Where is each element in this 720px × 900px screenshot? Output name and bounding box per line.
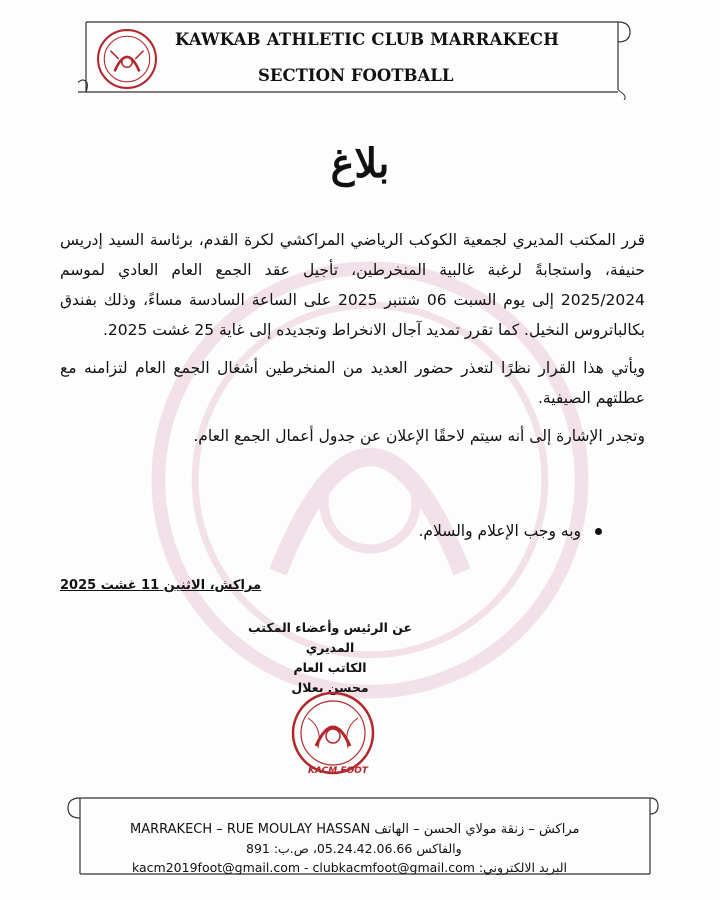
paragraph-note: وتجدر الإشارة إلى أنه سيتم لاحقًا الإعلان عن جدول أعمال الجمع العام.	[193, 427, 645, 445]
signature-title: الكاتب العام	[293, 660, 367, 675]
date-place: مراكش، الاثنين 11 غشت 2025	[60, 578, 262, 593]
header-scroll-banner	[78, 10, 638, 100]
section-name: SECTION FOOTBALL	[258, 66, 454, 85]
club-logo	[96, 28, 158, 90]
footer-email: البريد الالكتروني: kacm2019foot@gmail.com - clubkacmfoot@gmail.com	[132, 860, 567, 875]
footer-address: MARRAKECH – RUE MOULAY HASSAN مراكش – زنقة مولاي الحسن – الهاتف	[130, 822, 580, 837]
signature-block	[230, 618, 430, 698]
closing-line	[418, 522, 602, 540]
closing-text: وبه وجب الإعلام والسلام.	[418, 522, 581, 540]
footer-phone: والفاكس 05.24.42.06.66، ص.ب: 891	[246, 841, 462, 856]
page-title: بلاغ	[330, 140, 390, 187]
paragraph-decision: قرر المكتب المديري لجمعية الكوكب الرياضي المراكشي لكرة القدم، برئاسة السيد إدريس حنيفة، واستجابةً لرغبة غالبية المنخرطين، تأجيل عقد الجمع العام العادي لموسم 2025/2024 إلى يوم السبت 06 شتنبر 2025 على الساعة السادسة مساءً، وذلك بفندق بكالباتروس النخيل. كما تقرر تمديد آجال الانخراط وتجديده إلى غاية 25 غشت 2025.	[60, 231, 646, 339]
club-name: KAWKAB ATHLETIC CLUB MARRAKECH	[175, 30, 560, 49]
signature-line-1: عن الرئيس وأعضاء المكتب المديري	[247, 620, 413, 655]
paragraph-reason: ويأتي هذا القرار نظرًا لتعذر حضور العديد من المنخرطين أشغال الجمع العام لتزامنه مع عطلتهم الصيفية.	[60, 359, 645, 407]
announcement-body	[60, 225, 645, 459]
signature-name: محسن بعلال	[291, 680, 369, 695]
official-stamp	[288, 688, 378, 778]
bullet-icon	[595, 528, 602, 535]
stamp-text: KACM FOOT	[308, 766, 368, 776]
